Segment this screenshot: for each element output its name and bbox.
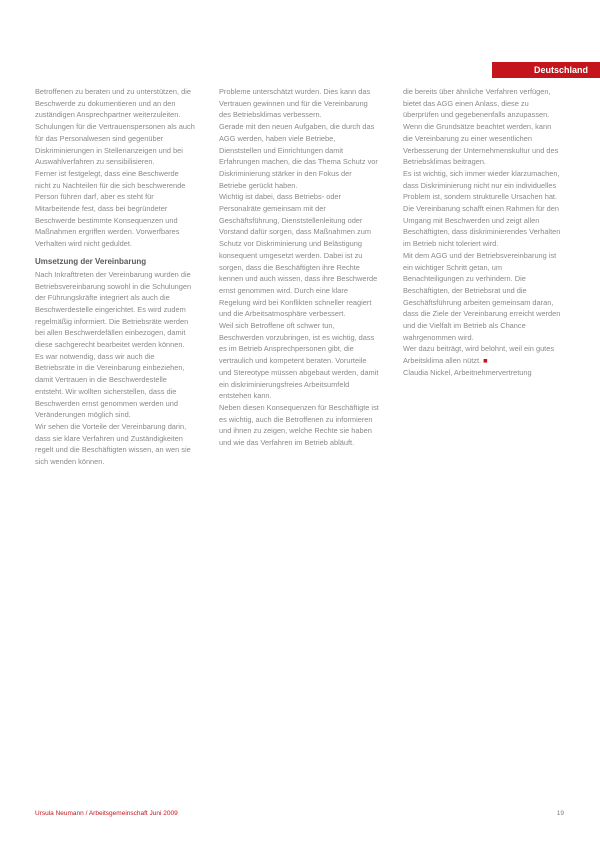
paragraph: Es ist wichtig, sich immer wieder klarzumachen, dass Diskriminierung nicht nur ein individuelles Problem ist, sondern strukturelle Ursachen hat. Die Vereinbarung schafft einen Rahmen für den Umgang mit Beschwerden und zeigt allen Beschäftigten, dass diskriminierendes Verhalten im Betrieb nicht toleriert wird. [403, 168, 561, 249]
paragraph: Es war notwendig, dass wir auch die Betriebsräte in die Vereinbarung einbeziehen, damit Vertrauen in die Beschwerdestelle entsteht. Wir wollten sicherstellen, dass die Beschwerden ernst genommen werden und Veränderungen möglich sind. [35, 351, 185, 420]
paragraph: Probleme unterschätzt wurden. Dies kann das Vertrauen gewinnen und für die Vereinbarung des Betriebsklimas verbessern. [219, 87, 371, 120]
paragraph: Weil sich Betroffene oft schwer tun, Beschwerden vorzubringen, ist es wichtig, dass es im Betrieb Ansprechpersonen gibt, die vertraulich und kompetent beraten. Vorurteile und Stereotype müssen abgebaut werden, damit ein diskriminierungsfreies Arbeitsumfeld entstehen kann. [219, 321, 379, 401]
section-heading: Umsetzung der Vereinbarung [35, 256, 147, 266]
paragraph: Neben diesen Konsequenzen für Beschäftigte ist es wichtig, auch die Betroffenen zu informieren und ihnen zu zeigen, welche Rechte sie haben und wie das Verfahren im Betrieb abläuft. [219, 402, 379, 448]
page-footer [35, 807, 564, 819]
publication-info: Ursula Neumann / Arbeitsgemeinschaft Juni 2009 [35, 809, 178, 817]
paragraph-final [403, 343, 563, 366]
column-1 [35, 86, 195, 806]
page-number: 19 [556, 809, 564, 817]
article-columns [35, 86, 563, 806]
author-line: Claudia Nickel, Arbeitnehmervertretung [403, 367, 532, 377]
paragraph: Wir sehen die Vorteile der Vereinbarung darin, dass sie klare Verfahren und Zuständigkeiten regelt und die Beschäftigten wissen, an wen sie sich wenden können. [35, 421, 191, 467]
column-2 [219, 86, 379, 806]
paragraph: Nach Inkrafttreten der Vereinbarung wurden die Betriebsvereinbarung sowohl in die Schulungen der Führungskräfte integriert als auch die Beschwerdestelle eingerichtet. Es wird zudem regelmäßig informiert. Die Betriebsräte werden bei allen Beschwerdefällen einbezogen, damit diese sachgerecht bearbeitet werden können. [35, 269, 192, 350]
end-mark-icon: ■ [483, 356, 488, 366]
paragraph: Mit dem AGG und der Betriebsvereinbarung ist ein wichtiger Schritt getan, um Benachteiligungen zu verhindern. Die Beschäftigten, der Betriebsrat und die Geschäftsführung arbeiten gemeinsam daran, dass die Ziele der Vereinbarung erreicht werden und die Vielfalt im Betrieb als Chance wahrgenommen wird. [403, 250, 561, 342]
paragraph: Betroffenen zu beraten und zu unterstützen, die Beschwerde zu dokumentieren und an den zuständigen Ansprechpartner weiterzuleiten. Schulungen für die Vertrauenspersonen als auch für das Personalwesen sind gegenüber Diskriminierungen in Stellenanzeigen und bei Auswahlverfahren zu sensibilisieren. [35, 87, 195, 167]
column-3 [403, 86, 563, 806]
paragraph: Gerade mit den neuen Aufgaben, die durch das AGG werden, haben viele Betriebe, Dienststellen und Einrichtungen damit Erfahrungen machen, die das Thema Schutz vor Diskriminierung stärker in den Fokus der Betriebe gerückt haben. [219, 122, 378, 190]
paragraph: Ferner ist festgelegt, dass eine Beschwerde nicht zu Nachteilen für die sich beschwerende Person führen darf, aber es steht für Mitarbeitende fest, dass bei begründeter Beschwerde bestimmte Konsequenzen und Maßnahmen ergriffen werden. Vorwerfbares Verhalten wird nicht geduldet. [35, 168, 186, 249]
paragraph: Wichtig ist dabei, dass Betriebs- oder Personalräte gemeinsam mit der Geschäftsführung, Dienststellenleitung oder Vorstand dafür sorgen, dass Maßnahmen zum Schutz vor Diskriminierung und Belästigung konsequent umgesetzt werden. Dabei ist zu sorgen, dass die Beschäftigten ihre Rechte kennen und auch wissen, dass ihre Beschwerde ernst genommen wird. Durch eine klare Regelung wird bei Konflikten schneller reagiert und die Arbeitsatmosphäre verbessert. [219, 192, 378, 319]
section-tab: Deutschland [492, 62, 600, 78]
paragraph: die bereits über ähnliche Verfahren verfügen, bietet das AGG einen Anlass, diese zu überprüfen und gegebenenfalls anzupassen. Wenn die Grundsätze beachtet werden, kann die Vereinbarung zu einer wesentlichen Verbesserung der Unternehmenskultur und des Betriebsklimas beitragen. [403, 87, 559, 167]
final-text: Wer dazu beiträgt, wird belohnt, weil ein gutes Arbeitsklima allen nützt. [403, 344, 555, 366]
